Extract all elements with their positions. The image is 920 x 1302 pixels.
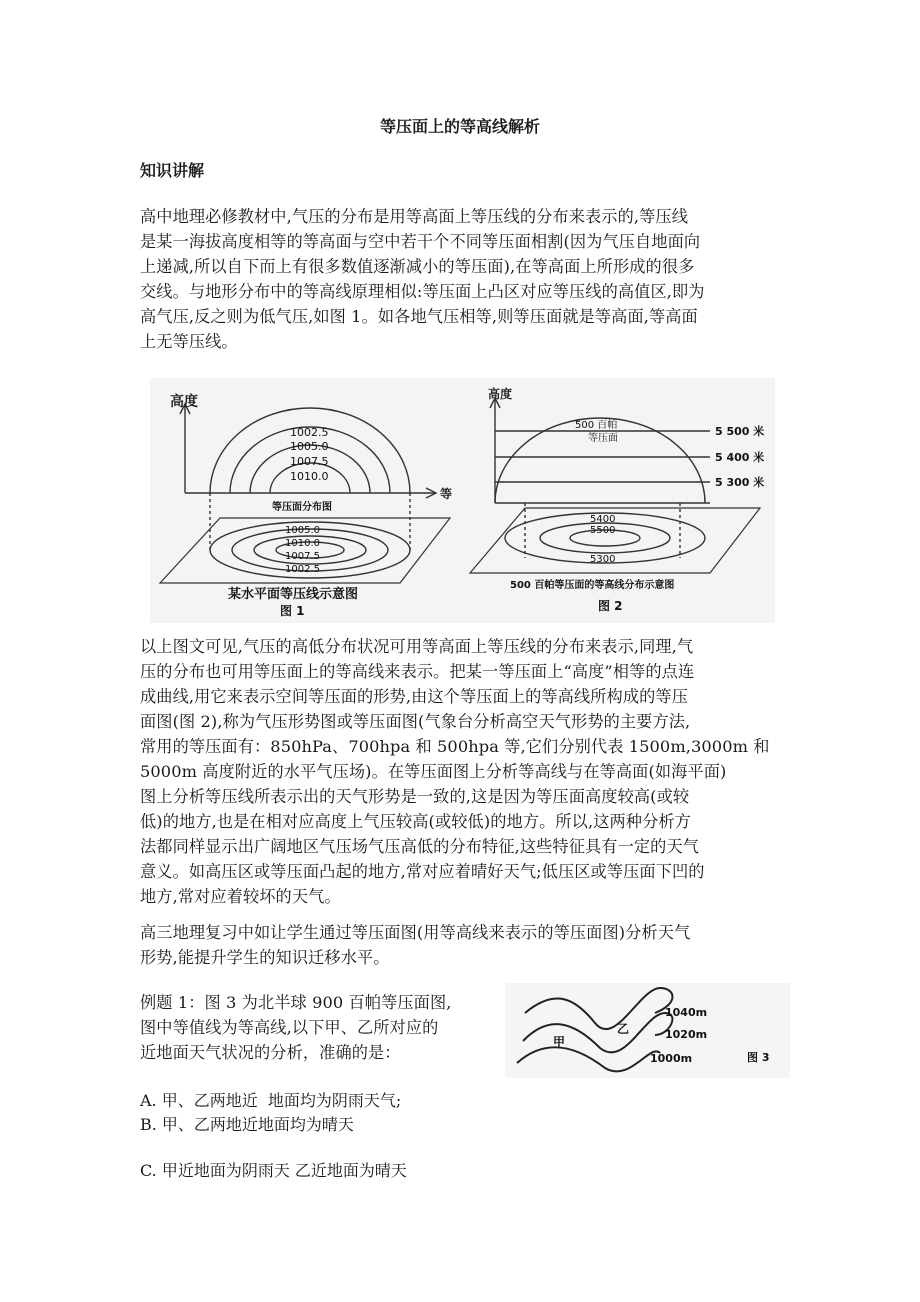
paragraph-line: 高中地理必修教材中,气压的分布是用等高面上等压线的分布来表示的,等压线 [140, 207, 688, 226]
paragraph-line: 图上分析等压线所表示出的天气形势是一致的,这是因为等压面高度较高(或较 [140, 787, 690, 806]
fig1-x-axis-label: 等 [440, 487, 453, 501]
example-line: 图中等值线为等高线,以下甲、乙所对应的 [140, 1018, 439, 1037]
paragraph-line: 是某一海拔高度相等的等高面与空中若干个不同等压面相割(因为气压自地面向 [140, 232, 701, 251]
fig3-number: 图 3 [747, 1051, 770, 1064]
fig1-number: 图 1 [280, 604, 305, 618]
fig1-y-axis-label: 高度 [170, 394, 198, 410]
fig2-y-axis-label: 高度 [488, 387, 513, 401]
fig2-contour-label: 5500 [590, 525, 616, 536]
fig1-upper-value: 1010.0 [290, 470, 329, 483]
fig1-caption: 某水平面等压线示意图 [228, 587, 359, 602]
option-a: A. 甲、乙两地近 地面均为阴雨天气; [140, 1091, 402, 1110]
paragraph-line: 法都同样显示出广阔地区气压场气压高低的分布特征,这些特征具有一定的天气 [140, 837, 700, 856]
paragraph-line: 形势,能提升学生的知识迁移水平。 [140, 948, 390, 967]
paragraph-line: 上无等压线。 [140, 332, 238, 351]
fig2-contour-label: 5400 [590, 514, 616, 525]
paragraph-line: 面图(图 2),称为气压形势图或等压面图(气象台分析高空天气形势的主要方法, [140, 712, 691, 731]
paragraph-line: 低)的地方,也是在相对应高度上气压较高(或较低)的地方。所以,这两种分析方 [140, 812, 691, 831]
section-heading: 知识讲解 [140, 161, 205, 180]
figure-3 [505, 983, 790, 1078]
paragraph-line: 意义。如高压区或等压面凸起的地方,常对应着晴好天气;低压区或等压面下凹的 [140, 862, 705, 881]
example-line: 例题 1：图 3 为北半球 900 百帕等压面图, [140, 993, 452, 1012]
paragraph-line: 成曲线,用它来表示空间等压面的形势,由这个等压面上的等高线所构成的等压 [140, 687, 688, 706]
fig1-lower-value: 1002.5 [285, 564, 320, 575]
paragraph-2 [140, 634, 790, 909]
fig1-lower-value: 1007.5 [285, 551, 320, 562]
fig2-caption: 500 百帕等压面的等高线分布示意图 [510, 580, 675, 591]
paragraph-1 [140, 204, 790, 354]
fig1-upper-value: 1002.5 [290, 426, 329, 439]
paragraph-line: 地方,常对应着较坏的天气。 [140, 887, 341, 906]
fig1-upper-value: 1007.5 [290, 455, 329, 468]
option-b: B. 甲、乙两地近地面均为晴天 [140, 1115, 354, 1134]
paragraph-line: 5000m 高度附近的水平气压场)。在等压面图上分析等高线与在等高面(如海平面) [140, 762, 727, 781]
fig3-contour-label: 1000m [650, 1052, 693, 1065]
paragraph-line: 交线。与地形分布中的等高线原理相似:等压面上凸区对应等压线的高值区,即为 [140, 282, 705, 301]
example-line: 近地面天气状况的分析，准确的是： [140, 1043, 401, 1062]
fig1-lower-value: 1005.0 [285, 525, 320, 536]
fig2-number: 图 2 [598, 599, 623, 613]
paragraph-line: 常用的等压面有：850hPa、700hpa 和 500hpa 等,它们分别代表 1500m,3000m 和 [140, 737, 770, 756]
fig2-contour-label: 5300 [590, 554, 616, 565]
fig3-label-jia: 甲 [553, 1035, 566, 1049]
fig1-section-label: 等压面分布图 [272, 502, 332, 513]
fig2-height-label: 5 400 米 [715, 451, 765, 464]
example-question [140, 990, 500, 1065]
fig1-upper-value: 1005.0 [290, 440, 329, 453]
fig2-height-label: 5 500 米 [715, 425, 765, 438]
paragraph-line: 高三地理复习中如让学生通过等压面图(用等高线来表示的等压面图)分析天气 [140, 923, 691, 942]
fig3-contour-label: 1040m [665, 1006, 708, 1019]
paragraph-line: 压的分布也可用等压面上的等高线来表示。把某一等压面上“高度”相等的点连 [140, 662, 695, 681]
fig2-surface-label: 等压面 [588, 433, 618, 444]
fig2-pressure-label: 500 百帕 [575, 420, 618, 431]
document-title: 等压面上的等高线解析 [379, 117, 540, 136]
fig2-height-label: 5 300 米 [715, 476, 765, 489]
fig3-contour-label: 1020m [665, 1028, 708, 1041]
fig3-label-yi: 乙 [617, 1022, 630, 1036]
figures-1-2 [150, 378, 775, 623]
paragraph-line: 上递减,所以自下而上有很多数值逐渐减小的等压面),在等高面上所形成的很多 [140, 257, 695, 276]
option-c: C. 甲近地面为阴雨天 乙近地面为晴天 [140, 1161, 407, 1180]
paragraph-line: 以上图文可见,气压的高低分布状况可用等高面上等压线的分布来表示,同理,气 [140, 637, 694, 656]
paragraph-3 [140, 920, 790, 970]
paragraph-line: 高气压,反之则为低气压,如图 1。如各地气压相等,则等压面就是等高面,等高面 [140, 307, 698, 326]
fig1-lower-value: 1010.0 [285, 538, 320, 549]
